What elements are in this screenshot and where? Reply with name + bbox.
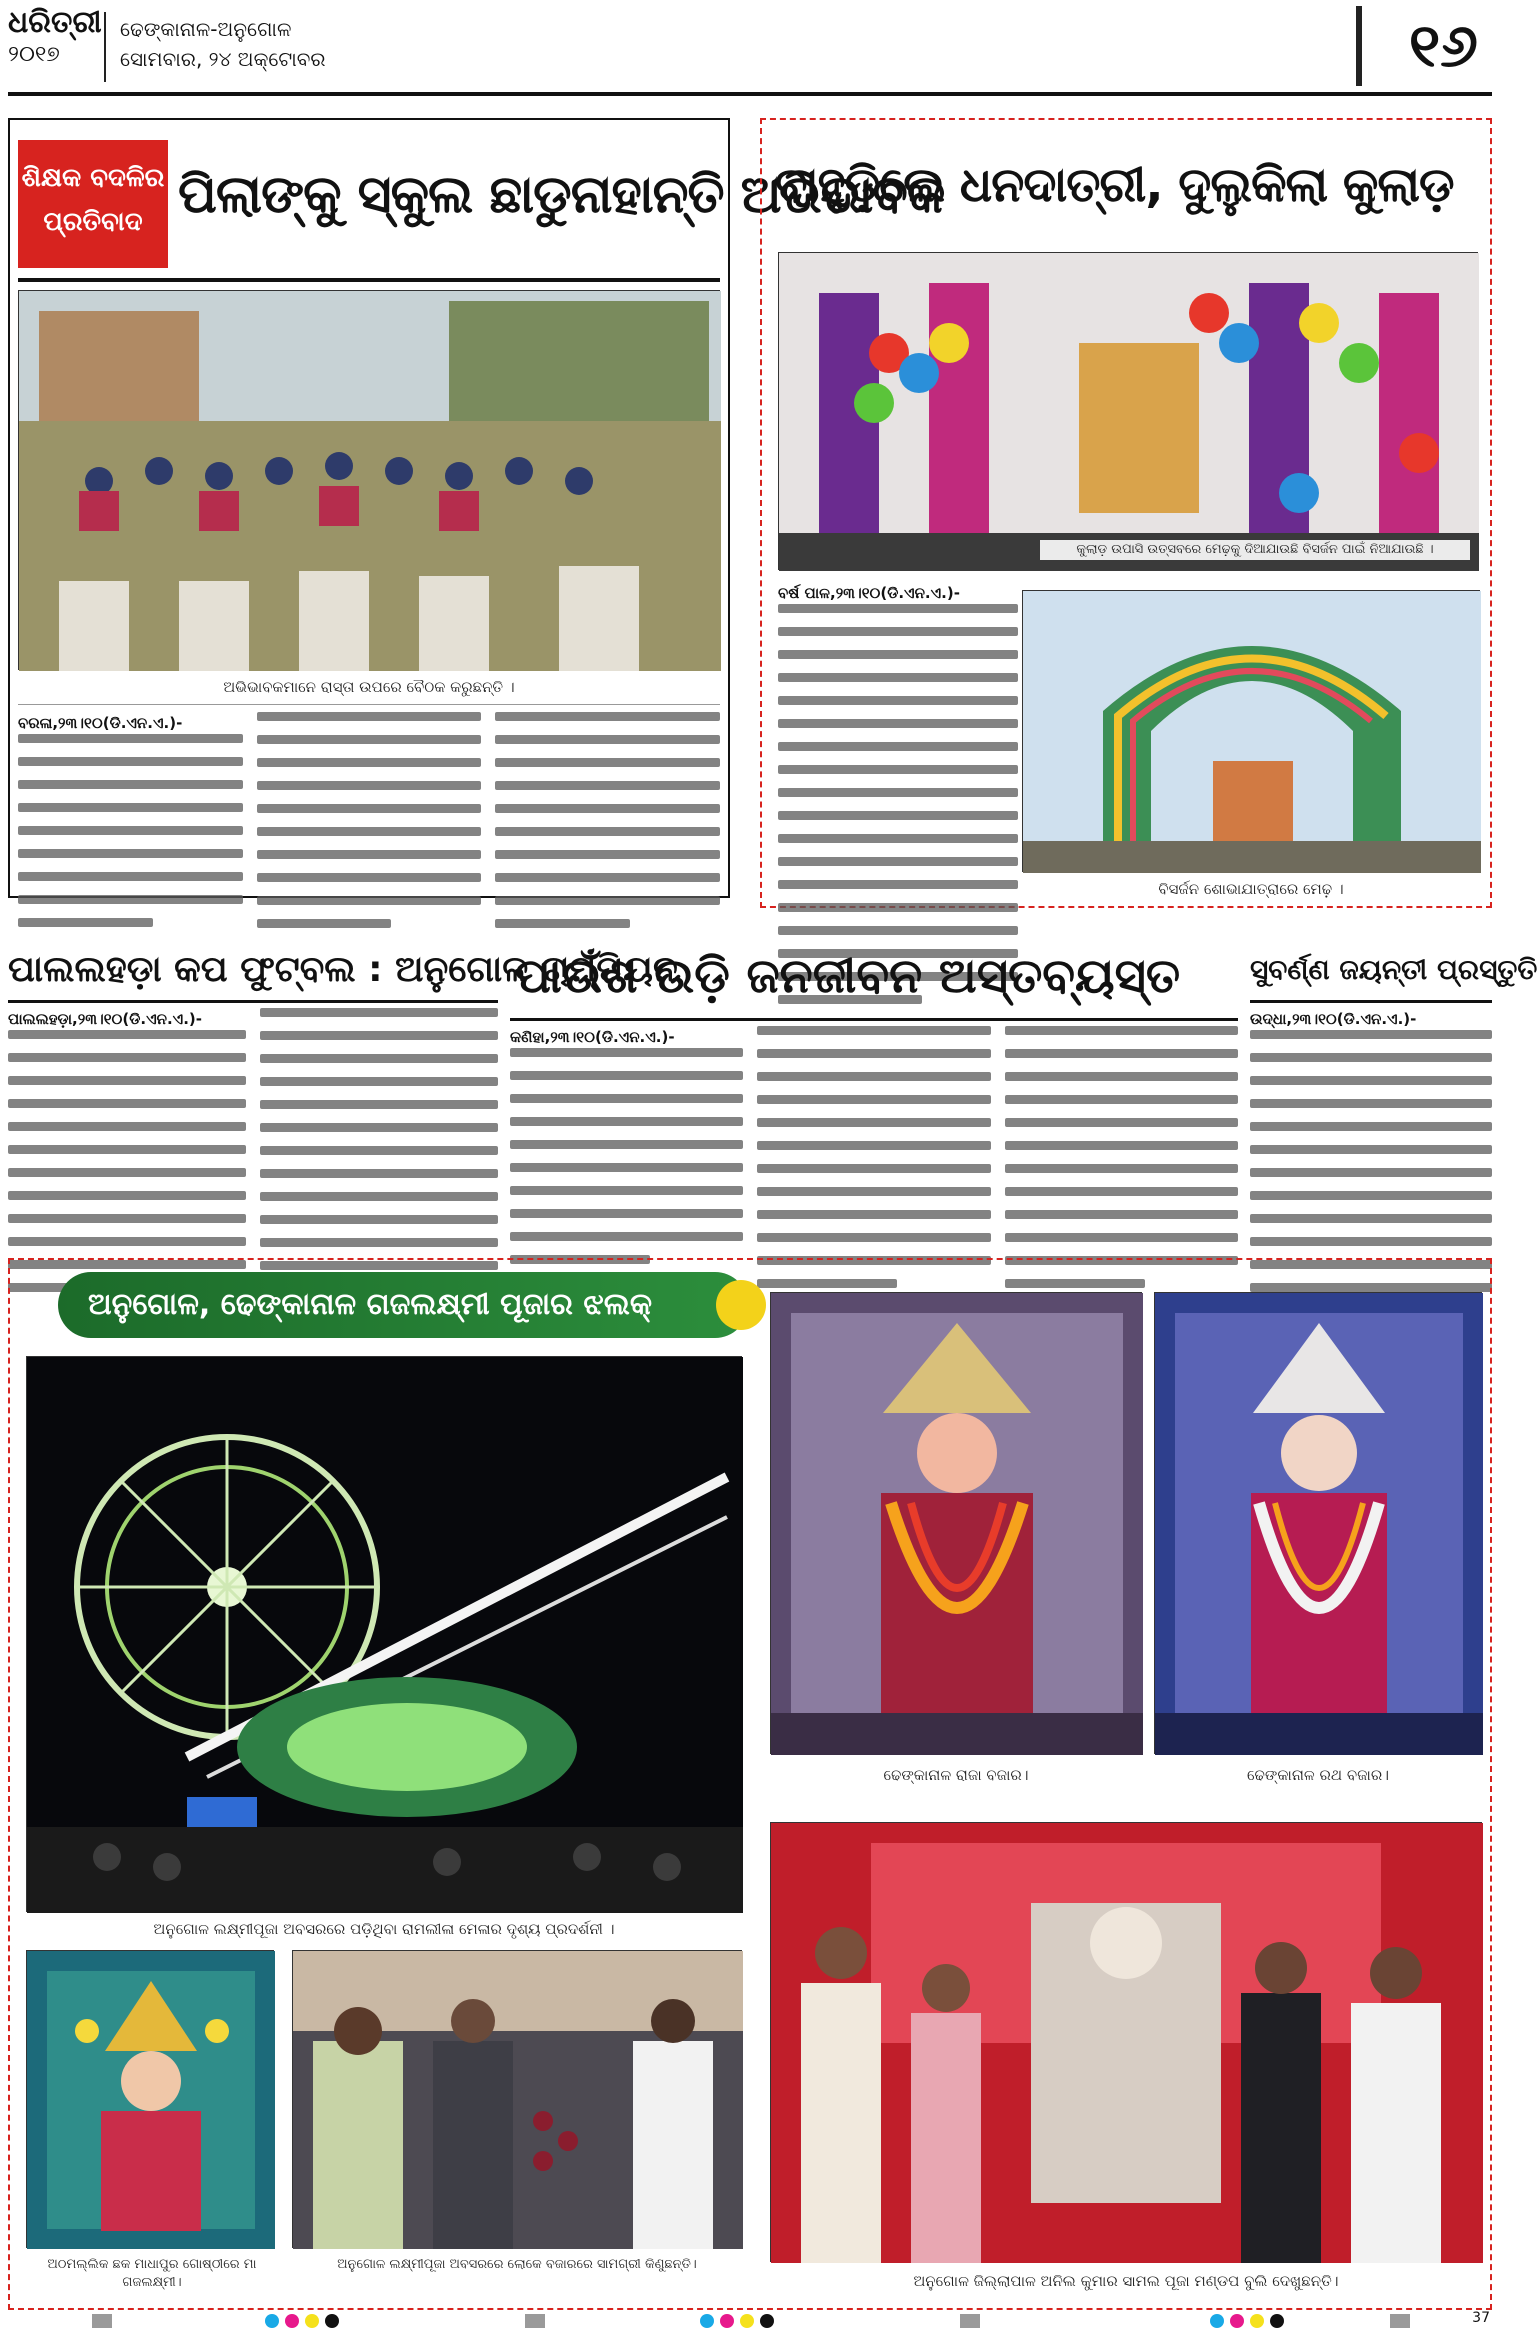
reg-mark-gray [1390,2314,1410,2328]
story2-col1 [778,582,1018,902]
story3-body [8,1008,498,1248]
story3-rule [8,1000,498,1003]
small-idol-icon [27,1951,275,2249]
story5-headline: ସୁବର୍ଣ୍ଣ ଜୟନ୍ତୀ ପ୍ରସ୍ତୁତି [1250,953,1537,986]
kicker-line2: ପ୍ରତିବାଦ [43,207,143,237]
logo-text: ଧରିତ୍ରୀ [8,5,102,40]
reg-mark-gray [92,2314,112,2328]
color-dots [265,2314,339,2328]
group-photo [770,1822,1482,2262]
market-icon [293,1951,743,2249]
caption-rule [18,704,720,705]
masthead-rule [8,92,1492,96]
small-idol-photo [26,1950,274,2248]
story4-col1 [510,1026,743,1248]
story1-col1 [18,712,243,892]
story2-body [778,582,1018,902]
edition-label: ଢେଙ୍କାନାଳ-ଅନୁଗୋଳ [120,17,292,41]
group-caption: ଅନୁଗୋଳ ଜିଲ୍ଲାପାଳ ଅନିଲ କୁମାର ସାମଲ ପୂଜା ମଣ୍ଡପ ବୁଲି ଦେଖୁଛନ୍ତି। [913,2272,1339,2290]
story3-headline: ପାଲଲହଡ଼ା କପ ଫୁଟ୍‌ବଲ : ଅନୁଗୋଳ ଚାମ୍ପିୟନ [8,949,678,990]
story3-col1 [8,1008,246,1248]
story5-dateline: ଉଦ୍ଧା,୨୩।୧୦(ଡି.ଏନ.ଏ.)- [1250,1010,1417,1028]
story1-photo [18,290,720,670]
folio-number: 37 [1472,2310,1490,2326]
reg-mark-gray [525,2314,545,2328]
story1-body [18,712,720,892]
year-text: ୨୦୧୭ [8,42,60,67]
kicker-line1: ଶିକ୍ଷକ ବଦଳିର [21,163,165,193]
story1-kicker [18,140,168,268]
story5-col1 [1250,1008,1492,1248]
color-dots [1210,2314,1284,2328]
story2-headline: ବାହୁଡ଼ିଲେ ଧନଦାତ୍ରୀ, ଦୁଲୁକିଲା କୁଲାଡ଼ [775,157,1454,213]
reg-mark-gray [960,2314,980,2328]
story2-photo2 [1022,590,1480,872]
story4-col2 [757,1026,990,1248]
meeting-photo-icon [19,291,721,671]
story4-dateline: କଣିହା,୨୩।୧୦(ଡି.ଏନ.ଏ.)- [510,1028,675,1046]
story4-body [510,1026,1238,1248]
date-label: ସୋମବାର, ୨୪ ଅକ୍ଟୋବର [120,47,326,71]
story2-caption1: କୁଲାଡ଼ ଉପାସି ଉତ୍ସବରେ ମେଢ଼କୁ ଦିଆଯାଉଛି ବିସର୍ଜନ ପାଇଁ ନିଆଯାଉଛି । [1040,540,1470,560]
story1-dateline: ବରଳା,୨୩।୧୦(ଡି.ଏନ.ଏ.)- [18,714,183,732]
story5-rule [1250,1000,1492,1003]
color-dots [700,2314,774,2328]
fair-caption: ଅନୁଗୋଳ ଲକ୍ଷ୍ମୀପୂଜା ଅବସରରେ ପଡ଼ିଥିବା ରାମଲୀଳା ମେଳାର ଦୃଶ୍ୟ ପ୍ରଦର୍ଶନୀ । [153,1920,615,1938]
idol2-icon [1155,1293,1483,1755]
idol2-caption: ଢେଙ୍କାନାଳ ରଥ ବଜାର। [1247,1766,1389,1784]
story1-col3 [495,712,720,892]
idol1-caption: ଢେଙ୍କାନାଳ ରାଜା ବଜାର। [883,1766,1029,1784]
balloon-photo-icon [779,253,1479,571]
story4-headline: ପାଉଁଶ ଉଡ଼ି ଜନଜୀବନ ଅସ୍ତବ୍ୟସ୍ତ [515,948,1181,1004]
idol2-photo [1154,1292,1482,1754]
idol1-photo [770,1292,1142,1754]
story2-dateline: ବର୍ଷ ପାଳ,୨୩।୧୦(ଡି.ଏନ.ଏ.)- [778,584,960,602]
gallery-banner [58,1272,748,1338]
page-number: ୧୬ [1356,6,1486,86]
story1-caption: ଅଭିଭାବକମାନେ ରାସ୍ତା ଉପରେ ବୈଠକ କରୁଛନ୍ତି । [223,678,515,696]
masthead-logo [8,5,102,86]
story1-col2 [257,712,482,892]
small-idol-caption: ଅଠମଲ୍ଲିକ ଛକ ମାଧାପୁର ଗୋଷ୍ଠୀରେ ମା ଗଜଲକ୍ଷ୍ମୀ। [47,2257,257,2290]
story2-caption2: ବିସର୍ଜନ ଶୋଭାଯାତ୍ରାରେ ମେଢ଼ । [1158,880,1344,898]
idol1-icon [771,1293,1143,1755]
story4-col3 [1005,1026,1238,1248]
story2-photo1 [778,252,1478,570]
story5-body [1250,1008,1492,1248]
story4-rule [510,1018,1238,1021]
masthead-meta [120,14,620,74]
story1-headline: ପିଲାଙ୍କୁ ସ୍କୁଲ ଛାଡୁନାହାନ୍ତି ଅଭିଭାବକ [178,165,945,225]
banner-cap-icon [716,1280,766,1330]
arch-photo-icon [1023,591,1481,873]
market-caption: ଅନୁଗୋଳ ଲକ୍ଷ୍ମୀପୂଜା ଅବସରରେ ଲୋକେ ବଜାରରେ ସାମଗ୍ରୀ କିଣୁଛନ୍ତି। [337,2257,697,2272]
story3-col2 [260,1008,498,1248]
market-photo [292,1950,742,2248]
ferris-wheel-icon [27,1357,743,1913]
fair-photo [26,1356,742,1912]
group-icon [771,1823,1483,2263]
masthead-divider [104,12,106,82]
gallery-banner-text: ଅନୁଗୋଳ, ଢେଙ୍କାନାଳ ଗଜଲକ୍ଷ୍ମୀ ପୂଜାର ଝଲକ୍ [88,1287,652,1322]
story1-rule [18,278,720,282]
story3-dateline: ପାଲଲହଡ଼ା,୨୩।୧୦(ଡି.ଏନ.ଏ.)- [8,1010,202,1028]
